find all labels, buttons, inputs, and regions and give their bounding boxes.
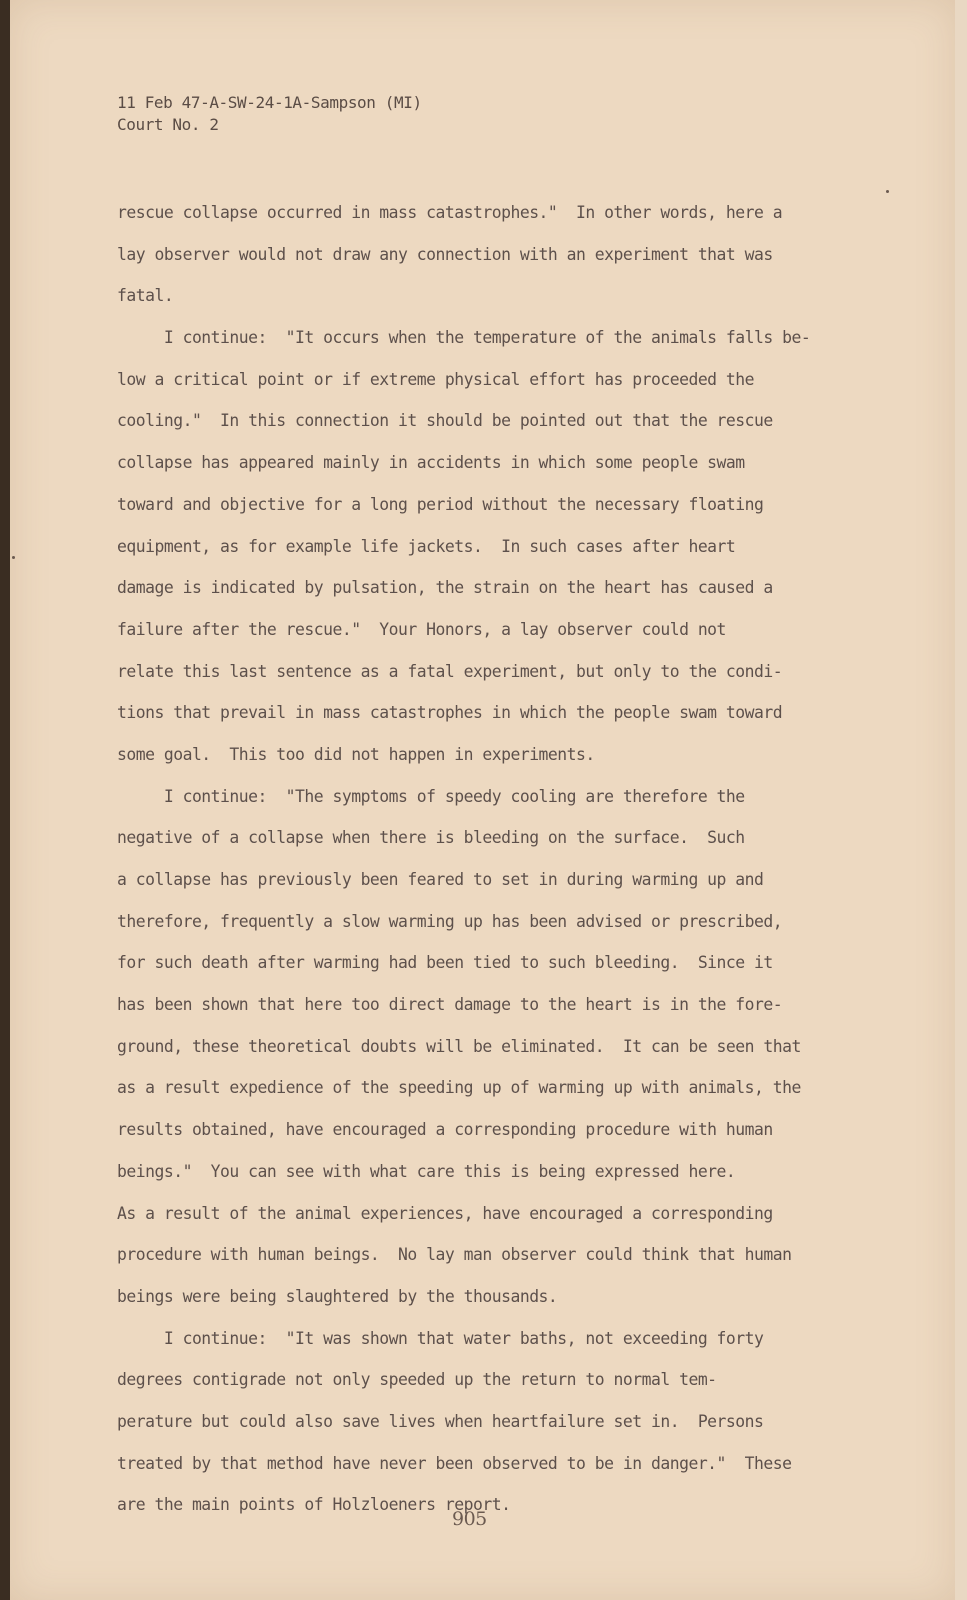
text-line: I continue: "It was shown that water baths, not exceeding forty — [117, 1328, 764, 1348]
header-line-1: 11 Feb 47-A-SW-24-1A-Sampson (MI) — [117, 93, 422, 112]
text-line: procedure with human beings. No lay man observer could think that human — [117, 1245, 792, 1265]
page-number: 905 — [452, 1508, 487, 1530]
text-line: damage is indicated by pulsation, the strain on the heart has caused a — [117, 578, 773, 598]
text-line: lay observer would not draw any connection with an experiment that was — [117, 244, 773, 264]
text-line: equipment, as for example life jackets. In such cases after heart — [117, 536, 736, 556]
text-line: degrees contigrade not only speeded up the return to normal tem- — [117, 1370, 717, 1390]
text-line: toward and objective for a long period without the necessary floating — [117, 494, 764, 514]
text-line: ground, these theoretical doubts will be eliminated. It can be seen that — [117, 1036, 801, 1056]
text-line: low a critical point or if extreme physical effort has proceeded the — [117, 369, 755, 389]
header-line-2: Court No. 2 — [117, 115, 219, 134]
paper-speck — [12, 556, 15, 559]
text-line: some goal. This too did not happen in experiments. — [117, 744, 595, 764]
text-line: are the main points of Holzloeners report. — [117, 1495, 511, 1515]
transcript-body — [117, 192, 877, 1526]
text-line: beings." You can see with what care this is being expressed here. — [117, 1161, 736, 1181]
paper-speck — [886, 190, 889, 193]
text-line: for such death after warming had been tied to such bleeding. Since it — [117, 953, 773, 973]
text-line: beings were being slaughtered by the thousands. — [117, 1286, 558, 1306]
text-line: I continue: "The symptoms of speedy cooling are therefore the — [117, 786, 745, 806]
text-line: collapse has appeared mainly in accidents in which some people swam — [117, 453, 745, 473]
text-line: As a result of the animal experiences, have encouraged a corresponding — [117, 1203, 773, 1223]
text-line: results obtained, have encouraged a corresponding procedure with human — [117, 1120, 773, 1140]
text-line: failure after the rescue." Your Honors, a lay observer could not — [117, 619, 726, 639]
text-line: relate this last sentence as a fatal experiment, but only to the condi- — [117, 661, 783, 681]
text-line: has been shown that here too direct damage to the heart is in the fore- — [117, 995, 783, 1015]
text-line: rescue collapse occurred in mass catastrophes." In other words, here a — [117, 203, 783, 222]
document-header — [117, 92, 422, 136]
text-line: cooling." In this connection it should be pointed out that the rescue — [117, 411, 773, 431]
text-line: I continue: "It occurs when the temperature of the animals falls be- — [117, 328, 811, 348]
text-line: negative of a collapse when there is bleeding on the surface. Such — [117, 828, 745, 848]
text-line: tions that prevail in mass catastrophes in which the people swam toward — [117, 703, 783, 723]
text-line: perature but could also save lives when heartfailure set in. Persons — [117, 1411, 764, 1431]
text-line: treated by that method have never been observed to be in danger." These — [117, 1453, 792, 1473]
text-line: therefore, frequently a slow warming up has been advised or prescribed, — [117, 911, 783, 931]
text-line: a collapse has previously been feared to set in during warming up and — [117, 870, 764, 889]
text-line: as a result expedience of the speeding up of warming up with animals, the — [117, 1078, 801, 1098]
text-line: fatal. — [117, 286, 174, 306]
